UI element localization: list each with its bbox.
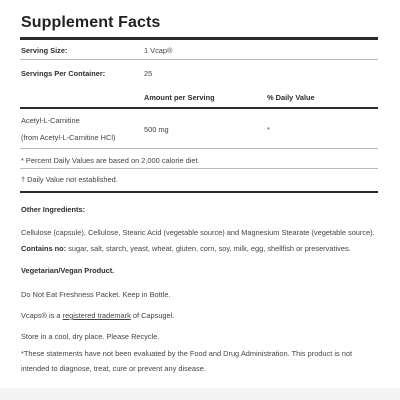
row-divider — [20, 168, 378, 169]
ingredient-daily-value: * — [267, 125, 270, 134]
ingredient-name: Acetyl-L-Carnitine — [21, 116, 80, 125]
storage-statement: Store in a cool, dry place. Please Recycle. — [21, 332, 160, 341]
other-ingredients-text: Cellulose (capsule), Cellulose, Stearic Acid (vegetable source) and Magnesium Stearate (vegetable source). — [21, 228, 375, 237]
serving-size-label: Serving Size: — [21, 46, 68, 55]
contains-no-text: sugar, salt, starch, yeast, wheat, gluten, corn, soy, milk, egg, shellfish or preservatives. — [66, 244, 351, 253]
vegetarian-statement: Vegetarian/Vegan Product. — [21, 266, 115, 275]
fda-disclaimer-line-1: *These statements have not been evaluated by the Food and Drug Administration. This product is not — [21, 349, 352, 358]
section-divider — [20, 191, 378, 193]
freshness-statement: Do Not Eat Freshness Packet. Keep in Bottle. — [21, 290, 171, 299]
title-divider — [20, 37, 378, 40]
daily-value-header: % Daily Value — [267, 93, 315, 102]
contains-no-label: Contains no: — [21, 244, 67, 253]
servings-per-container-label: Servings Per Container: — [21, 69, 106, 78]
ingredient-source: (from Acetyl-L-Carnitine HCl) — [21, 133, 116, 142]
header-divider — [20, 107, 378, 109]
other-ingredients-heading: Other Ingredients: — [21, 205, 86, 214]
vcaps-statement — [21, 311, 174, 320]
row-divider — [20, 59, 378, 60]
panel-title: Supplement Facts — [21, 14, 161, 31]
fda-disclaimer-line-2: intended to diagnose, treat, cure or prevent any disease. — [21, 364, 206, 373]
vcaps-text-before: Vcaps® is a — [21, 311, 63, 320]
contains-no-line — [21, 244, 351, 253]
serving-size-value: 1 Vcap® — [144, 46, 173, 55]
registered-trademark-link[interactable]: registered trademark — [62, 311, 131, 320]
footnote-dv-not-established: † Daily Value not established. — [21, 175, 118, 184]
vcaps-text-after: of Capsugel. — [130, 311, 175, 320]
amount-per-serving-header: Amount per Serving — [144, 93, 215, 102]
servings-per-container-value: 25 — [144, 69, 153, 78]
ingredient-amount: 500 mg — [144, 125, 169, 134]
footnote-percent-dv: * Percent Daily Values are based on 2,000 calorie diet. — [21, 156, 200, 165]
row-divider — [20, 148, 378, 149]
supplement-facts-panel — [10, 0, 390, 400]
